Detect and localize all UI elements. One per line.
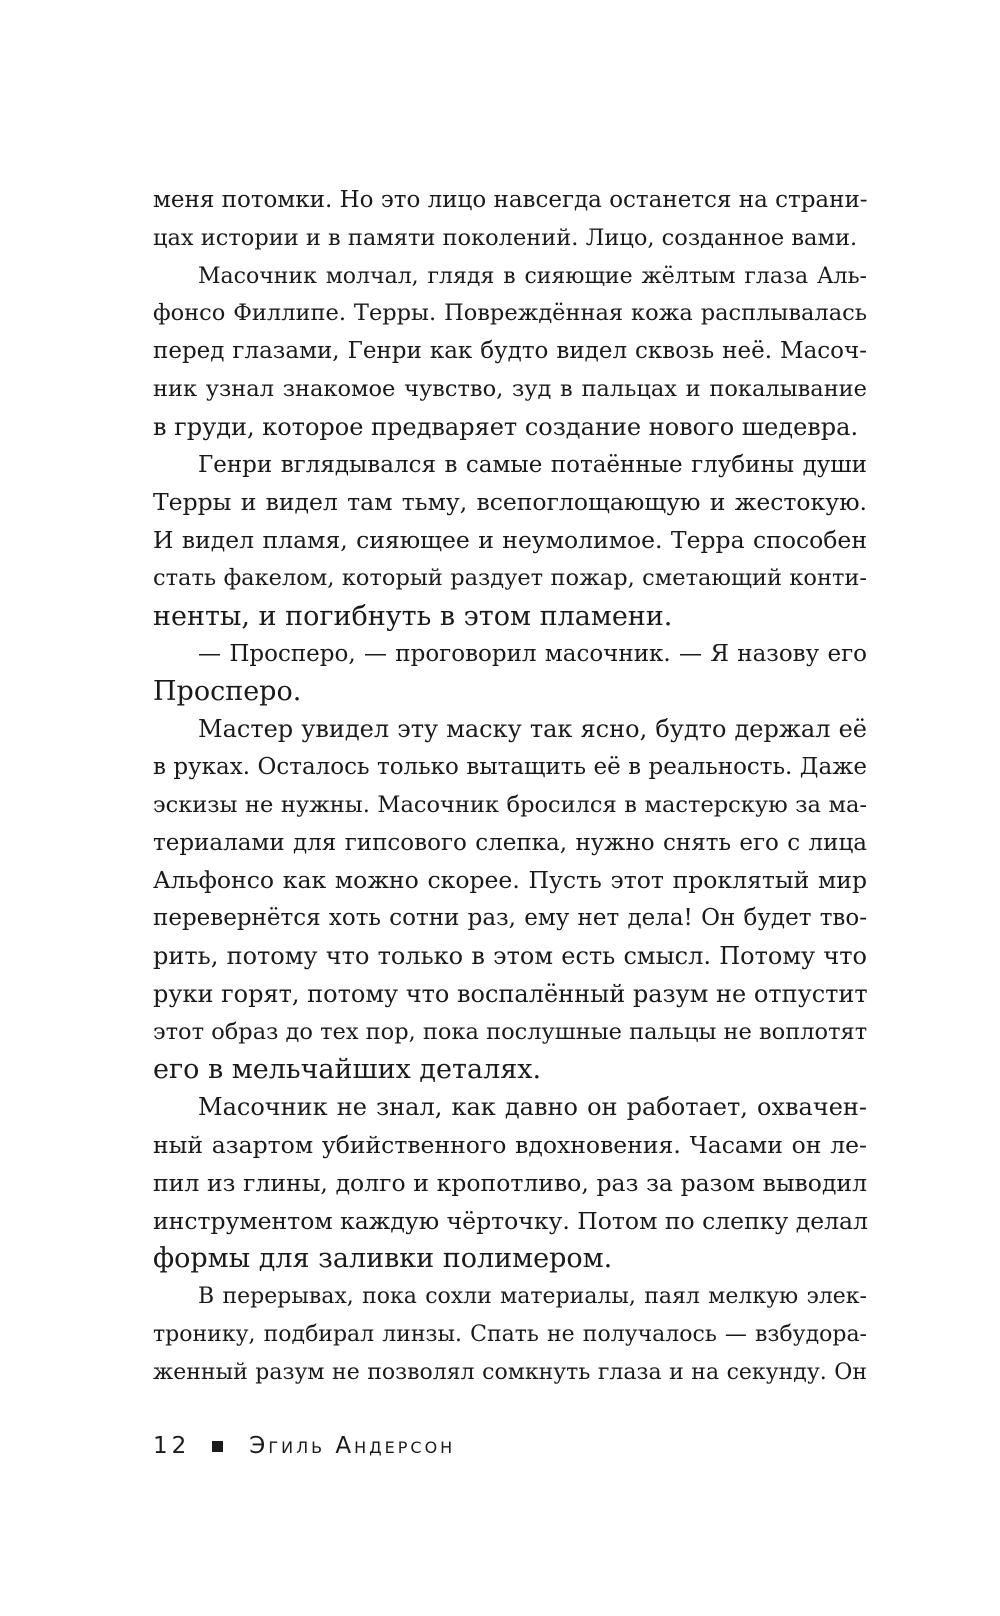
text-line: пил из глины, долго и кропотливо, раз за разом выводил [153, 1168, 867, 1197]
text-line: Терры и видел там тьму, всепоглощающую и жестокую. [153, 488, 867, 517]
text-line: ный азартом убийственного вдохновения. Часами он ле- [153, 1130, 867, 1159]
page-number: 12 [153, 1433, 191, 1459]
text-line: цах истории и в памяти поколений. Лицо, созданное вами. [153, 224, 858, 251]
text-line: Мастер увидел эту маску так ясно, будто держал её [198, 715, 867, 744]
text-line: стать факелом, который раздует пожар, сметающий конти- [153, 564, 867, 591]
text-line: Альфонсо как можно скорее. Пусть этот проклятый мир [153, 866, 867, 895]
text-line: Масочник не знал, как давно он работает, охвачен- [198, 1093, 867, 1122]
text-line: Масочник молчал, глядя в сияющие жёлтым глаза Аль- [198, 263, 867, 289]
text-line: ненты, и погибнуть в этом пламени. [153, 600, 673, 632]
text-line: рить, потому что только в этом есть смысл. Потому что [153, 941, 867, 970]
text-line: И видел пламя, сияющее и неумолимое. Терра способен [153, 526, 867, 555]
text-line: инструментом каждую чёрточку. Потом по слепку делал [153, 1206, 868, 1235]
square-separator-icon [212, 1441, 223, 1452]
text-line: перевернётся хоть сотни раз, ему нет дела! Он будет тво- [153, 905, 867, 932]
text-line: тронику, подбирал линзы. Спать не получалось — взбудора- [153, 1321, 867, 1347]
author-name: Эгиль Андерсон [249, 1433, 456, 1459]
text-line: руки горят, потому что воспалённый разум не отпустит [153, 979, 868, 1008]
text-line: в груди, которое предваряет создание нового шедевра. [153, 412, 859, 441]
text-line: Генри вглядывался в самые потаённые глубины души [198, 451, 867, 478]
text-line: фонсо Филлипе. Терры. Повреждённая кожа расплывалась [153, 300, 867, 327]
text-line: В перерывах, пока сохли материалы, паял мелкую элек- [198, 1284, 867, 1310]
text-line: его в мельчайших деталях. [153, 1054, 542, 1086]
text-line: формы для заливки полимером. [153, 1243, 613, 1275]
page-footer [153, 1430, 455, 1462]
text-line: перед глазами, Генри как будто видел сквозь неё. Масоч- [153, 338, 867, 365]
text-line: меня потомки. Но это лицо навсегда останется на страни- [153, 187, 868, 213]
text-line: Просперо. [153, 676, 302, 708]
text-line: эскизы не нужны. Масочник бросился в мастерскую за ма- [153, 791, 867, 818]
text-line: териалами для гипсового слепка, нужно снять его с лица [153, 829, 867, 856]
text-line: женный разум не позволял сомкнуть глаза и на секунду. Он [153, 1359, 867, 1385]
text-line: в руках. Осталось только вытащить её в реальность. Даже [153, 753, 867, 780]
text-line: — Просперо, — проговорил масочник. — Я назову его [198, 640, 867, 667]
body-text [153, 182, 867, 1392]
text-line: ник узнал знакомое чувство, зуд в пальцах и покалывание [153, 375, 867, 402]
text-line: этот образ до тех пор, пока послушные пальцы не воплотят [153, 1018, 868, 1045]
